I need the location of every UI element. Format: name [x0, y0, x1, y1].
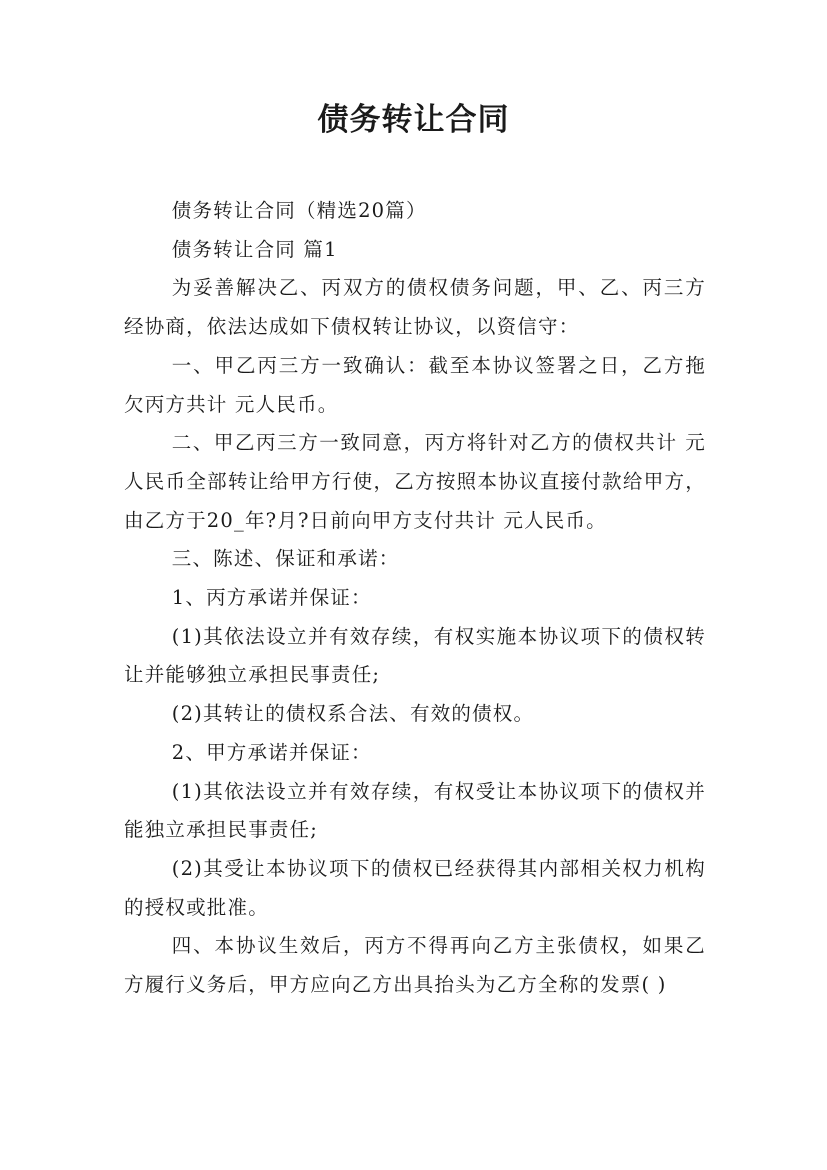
paragraph-clause-2: 二、甲乙丙三方一致同意，丙方将针对乙方的债权共计 元人民币全部转让给甲方行使，乙方按照本协议直接付款给甲方，由乙方于20_年?月?日前向甲方支付共计 元人民币。	[124, 431, 706, 532]
document-title: 债务转让合同	[317, 102, 510, 138]
document-body	[124, 192, 706, 1005]
paragraph-preamble: 为妥善解决乙、丙双方的债权债务问题，甲、乙、丙三方经协商，依法达成如下债权转让协议，以资信守：	[124, 276, 706, 339]
paragraph-clause-3-1-a: (1)其依法设立并有效存续，有权实施本协议项下的债权转让并能够独立承担民事责任;	[124, 624, 706, 687]
paragraph-clause-3: 三、陈述、保证和承诺：	[171, 547, 400, 571]
paragraph-clause-4: 四、本协议生效后，丙方不得再向乙方主张债权，如果乙方履行义务后，甲方应向乙方出具抬头为乙方全称的发票( )	[124, 934, 706, 997]
paragraph-clause-3-1-b: (2)其转让的债权系合法、有效的债权。	[171, 702, 535, 726]
paragraph-section-heading: 债务转让合同 篇1	[171, 237, 338, 261]
paragraph-clause-3-2-b: (2)其受让本协议项下的债权已经获得其内部相关权力机构的授权或批准。	[124, 856, 706, 919]
paragraph-clause-3-2-a: (1)其依法设立并有效存续，有权受让本协议项下的债权并能独立承担民事责任;	[124, 779, 706, 842]
paragraph-clause-3-2: 2、甲方承诺并保证：	[171, 740, 372, 764]
paragraph-clause-1: 一、甲乙丙三方一致确认：截至本协议签署之日，乙方拖欠丙方共计 元人民币。	[124, 353, 706, 416]
paragraph-clause-3-1: 1、丙方承诺并保证：	[171, 586, 372, 610]
paragraph-subtitle: 债务转让合同（精选20篇）	[171, 199, 427, 222]
